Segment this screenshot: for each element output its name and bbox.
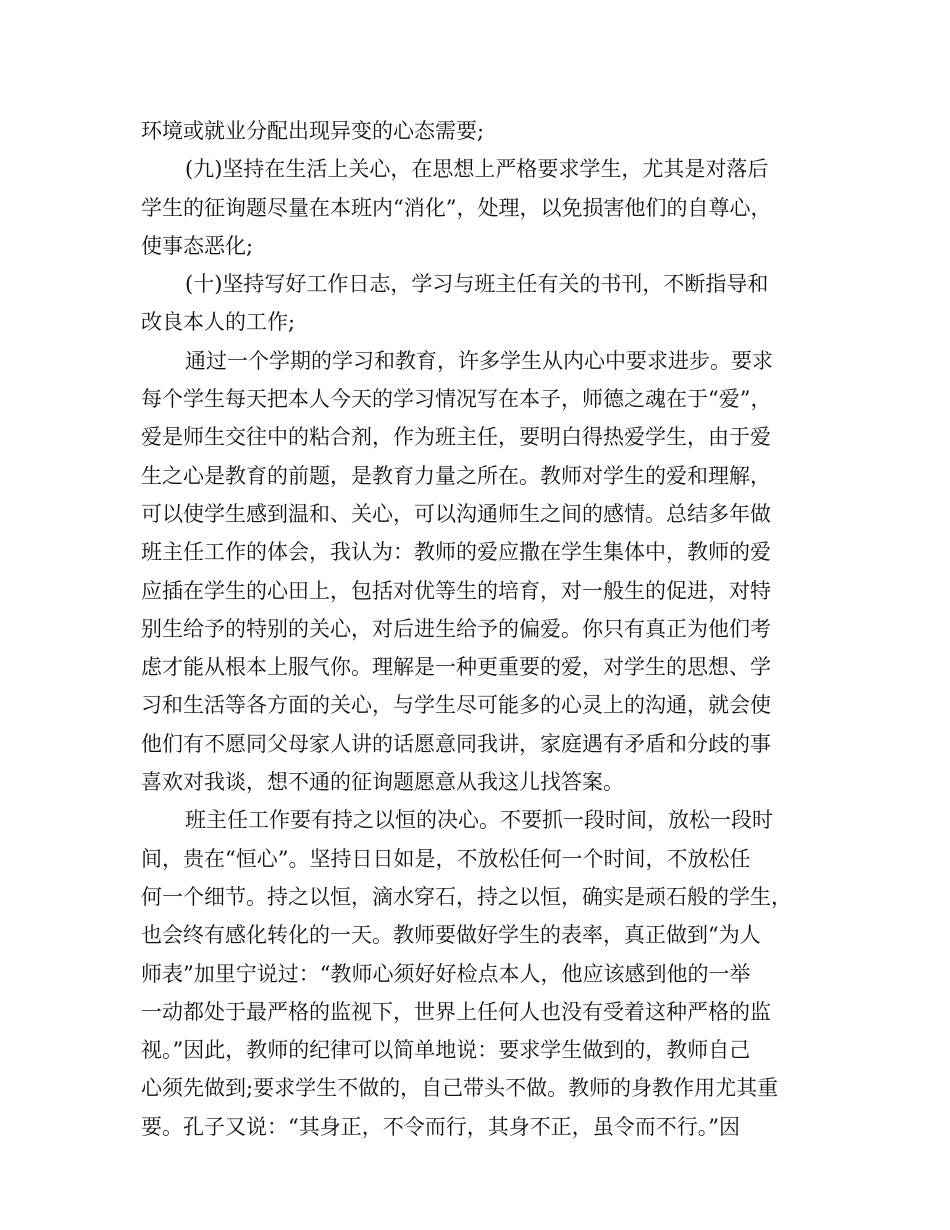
text-line: 视。”因此，教师的纪律可以简单地说：要求学生做到的，教师自己 [141, 1038, 751, 1063]
text-line: 改良本人的工作; [141, 310, 296, 335]
text-line: 学生的征询题尽量在本班内“消化”，处理，以免损害他们的自尊心， [141, 195, 772, 220]
text-line: 生之心是教育的前题，是教育力量之所在。教师对学生的爱和理解， [141, 463, 771, 488]
text-line: 习和生活等各方面的关心，与学生尽可能多的心灵上的沟通，就会使 [141, 693, 771, 718]
text-line: 使事态恶化; [141, 233, 254, 258]
text-line: 应插在学生的心田上，包括对优等生的培育，对一般生的促进，对特 [141, 578, 771, 603]
text-line: 虑才能从根本上服气你。理解是一种更重要的爱，对学生的思想、学 [141, 655, 771, 680]
text-line: 也会终有感化转化的一天。教师要做好学生的表率，真正做到“为人 [141, 923, 761, 948]
text-line: 可以使学生感到温和、关心，可以沟通师生之间的感情。总结多年做 [141, 501, 771, 526]
text-line: (九)坚持在生活上关心，在思想上严格要求学生，尤其是对落后 [185, 157, 769, 182]
text-line: 间，贵在“恒心”。坚持日日如是，不放松任何一个时间，不放松任 [141, 846, 751, 871]
text-line: 一动都处于最严格的监视下，世界上任何人也没有受着这种严格的监 [141, 999, 771, 1024]
text-line: 心须先做到;要求学生不做的，自己带头不做。教师的身教作用尤其重 [141, 1076, 779, 1101]
body-text [141, 112, 816, 1146]
text-line: 师表”加里宁说过：“教师心须好好检点本人，他应该感到他的一举 [141, 961, 751, 986]
text-line: 他们有不愿同父母家人讲的话愿意同我讲，家庭遇有矛盾和分歧的事 [141, 731, 771, 756]
text-line: 班主任工作要有持之以恒的决心。不要抓一段时间，放松一段时 [185, 808, 773, 833]
text-line: 别生给予的特别的关心，对后进生给予的偏爱。你只有真正为他们考 [141, 616, 771, 641]
text-line: 喜欢对我谈，想不通的征询题愿意从我这儿找答案。 [141, 770, 624, 795]
text-line: 班主任工作的体会，我认为：教师的爱应撒在学生集体中，教师的爱 [141, 540, 771, 565]
text-line: 要。孔子又说：“其身正，不令而行，其身不正，虽令而不行。”因 [141, 1114, 740, 1139]
text-line: 何一个细节。持之以恒，滴水穿石，持之以恒，确实是顽石般的学生， [141, 884, 792, 909]
text-line: 环境或就业分配出现异变的心态需要; [141, 119, 485, 143]
text-line: 通过一个学期的学习和教育，许多学生从内心中要求进步。要求 [185, 348, 773, 373]
text-line: 每个学生每天把本人今天的学习情况写在本子，师德之魂在于“爱”， [141, 387, 772, 412]
text-line: (十)坚持写好工作日志，学习与班主任有关的书刊，不断指导和 [185, 272, 769, 297]
text-line: 爱是师生交往中的粘合剂，作为班主任，要明白得热爱学生，由于爱 [141, 425, 771, 450]
